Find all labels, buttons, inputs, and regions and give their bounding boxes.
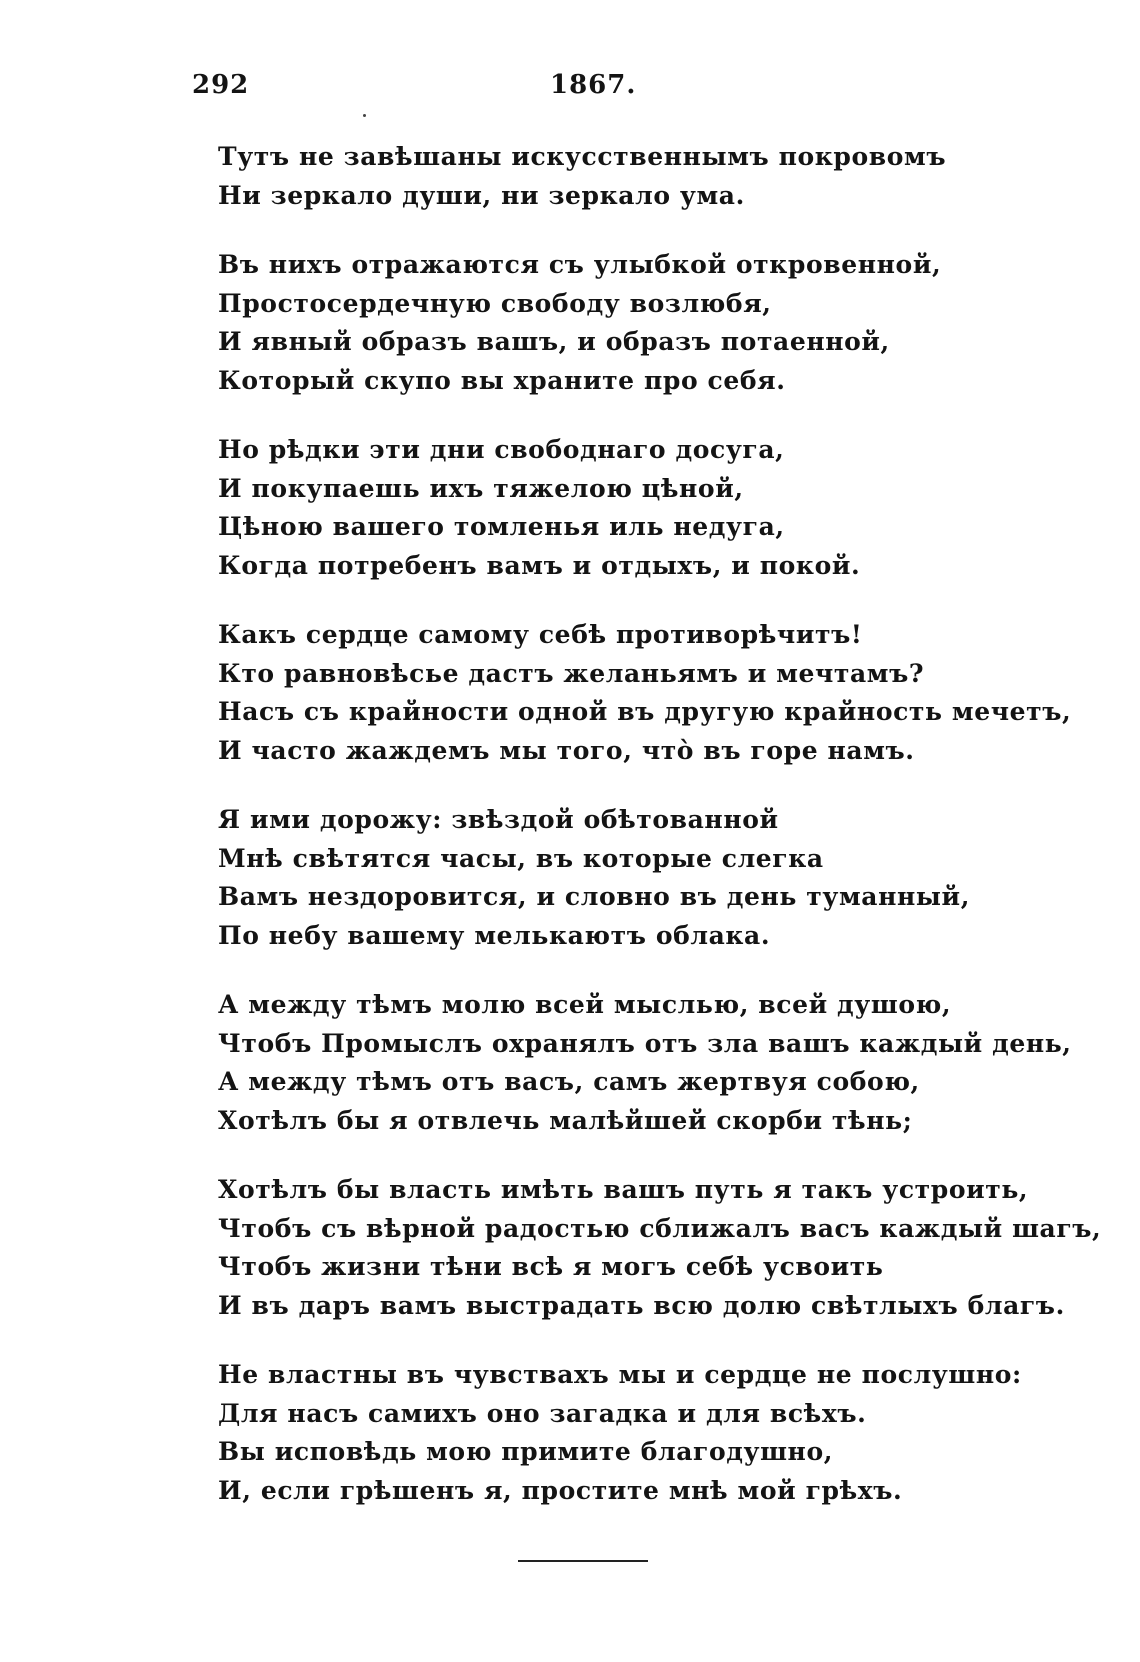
poem-line: Цѣною вашего томленья иль недуга, [218, 512, 785, 541]
poem-line: И явный образъ вашъ, и образъ потаенной, [218, 327, 890, 356]
poem-line: Чтобъ жизни тѣни всѣ я могъ себѣ усвоить [218, 1252, 884, 1281]
stanza [218, 986, 1072, 1140]
end-rule-divider [518, 1560, 648, 1562]
poem-line: Я ими дорожу: звѣздой обѣтованной [218, 805, 779, 834]
poem-line: А между тѣмъ отъ васъ, самъ жертвуя собою, [218, 1067, 920, 1096]
poem-line: Кто равновѣсье дастъ желаньямъ и мечтамъ? [218, 658, 925, 688]
stanza [218, 138, 1038, 215]
stanza [218, 616, 1072, 770]
poem-line: Простосердечную свободу возлюбя, [218, 288, 772, 318]
poem-line: Ни зеркало души, ни зеркало ума. [218, 180, 745, 210]
poem-line: Чтобъ съ вѣрной радостью сближалъ васъ каждый шагъ, [218, 1213, 1102, 1243]
poem-body [218, 138, 1102, 1541]
poem-line: Хотѣлъ бы я отвлечь малѣйшей скорби тѣнь; [218, 1105, 913, 1135]
poem-line: И часто жаждемъ мы того, что̀ въ горе намъ. [218, 735, 915, 765]
poem-line: Но рѣдки эти дни свободнаго досуга, [218, 435, 785, 464]
poem-line: Мнѣ свѣтятся часы, въ которые слегка [218, 843, 824, 873]
stanza [218, 246, 1038, 400]
poem-line: Вамъ нездоровится, и словно въ день туманный, [218, 882, 970, 911]
poem-line: Насъ съ крайности одной въ другую крайность мечетъ, [218, 697, 1072, 726]
page-number: 292 [192, 70, 250, 100]
poem-line: Тутъ не завѣшаны искусственнымъ покровомъ [218, 142, 947, 171]
poem-line: Чтобъ Промыслъ охранялъ отъ зла вашъ каждый день, [218, 1028, 1072, 1058]
stanza [218, 801, 1038, 955]
poem-line: А между тѣмъ молю всей мыслью, всей душою, [218, 990, 952, 1019]
poem-line: Для насъ самихъ оно загадка и для всѣхъ. [218, 1398, 867, 1428]
poem-line: По небу вашему мелькаютъ облака. [218, 920, 771, 950]
poem-line: И, если грѣшенъ я, простите мнѣ мой грѣхъ. [218, 1475, 903, 1505]
poem-line: Не властны въ чувствахъ мы и сердце не послушно: [218, 1360, 1022, 1389]
poem-line: Какъ сердце самому себѣ противорѣчитъ! [218, 620, 863, 649]
poem-line: И въ даръ вамъ выстрадать всю долю свѣтлыхъ благъ. [218, 1290, 1065, 1320]
stanza [218, 1171, 1102, 1325]
stanza [218, 431, 1038, 585]
poem-line: Въ нихъ отражаются съ улыбкой откровенной, [218, 250, 942, 279]
poem-line: Когда потребенъ вамъ и отдыхъ, и покой. [218, 550, 861, 580]
poem-line: Вы исповѣдь мою примите благодушно, [218, 1437, 834, 1466]
poem-line: Который скупо вы храните про себя. [218, 365, 786, 395]
poem-line: И покупаешь ихъ тяжелою цѣной, [218, 473, 744, 503]
stanza [218, 1356, 1038, 1510]
running-head-year: 1867. [550, 70, 637, 100]
print-speck [363, 114, 366, 117]
poem-line: Хотѣлъ бы власть имѣть вашъ путь я такъ устроить, [218, 1175, 1029, 1204]
